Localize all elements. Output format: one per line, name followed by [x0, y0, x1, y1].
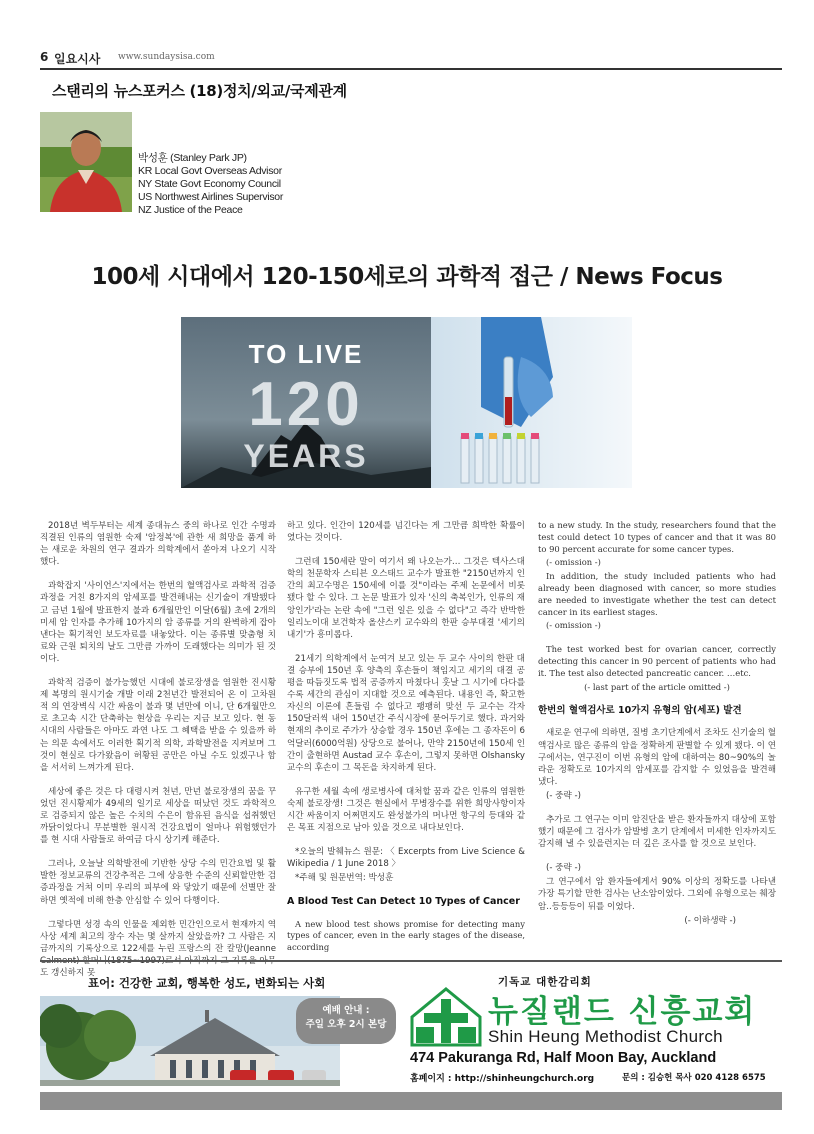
author-name: 박성훈 (Stanley Park JP) — [138, 152, 247, 164]
paragraph: 세상에 좋은 것은 다 대령시켜 천년, 만년 불로장생의 꿈을 꾸었던 진시황제가 49세의 일기로 세상을 떠났던 것도 과학적으로 검증되지 않은 높은 수치의 수은이 함유된 음식을 섭취했던 까닭이었다니 무분별한 원시적 건강요법이 얼마나 위험했던가를 현 시대 사람들로 하여금 다시 상기케 해준다. — [40, 786, 276, 846]
paragraph: 하고 있다. 인간이 120세를 넘긴다는 게 그만큼 희박한 확률이였다는 것이다. — [287, 521, 525, 544]
publication-name: 일요시사 — [54, 52, 101, 66]
english-paragraph: In addition, the study included patients who had already been diagnosed with cancer, so more studies are needed to investigate whether the test can detect cancer in its earliest stages. — [538, 571, 776, 617]
hero-image — [181, 317, 632, 488]
church-photo — [40, 996, 340, 1086]
header-divider — [40, 68, 782, 70]
church-website[interactable]: 홈페이지 : http://shinheungchurch.org — [410, 1074, 595, 1084]
article-headline: 100세 시대에서 120-150세로의 과학적 접근 / News Focus — [91, 264, 723, 290]
publication-url: www.sundaysisa.com — [118, 52, 215, 62]
article-column-3 — [538, 520, 776, 939]
author-credentials — [138, 152, 283, 217]
english-paragraph: A new blood test shows promise for detecting many types of cancer, even in the early stages of the disease, according — [287, 918, 525, 953]
author-title: US Northwest Airlines Supervisor — [138, 191, 284, 203]
page-number: 6 — [40, 50, 49, 64]
church-denomination: 기독교 대한감리회 — [498, 976, 592, 988]
translator-note: *주해 및 원문번역: 박성훈 — [295, 873, 394, 884]
paragraph: 새로운 연구에 의하면, 질병 초기단계에서 조차도 신기술의 혈액검사로 많은 종류의 암을 정확하게 판별할 수 있게 됐다. 이 연구에서는, 연구진이 이번 유형의 암에 대하여는 80~90%의 놀라운 정확도로 10가지의 암세포를 감지할 수 있었음을 발견해 냈다. — [538, 728, 776, 787]
ad-tagline: 표어: 건강한 교회, 행복한 성도, 변화되는 사회 — [88, 976, 326, 990]
author-photo — [40, 112, 132, 212]
paragraph: 그렇다면 성경 속의 인물을 제외한 민간인으로서 현재까지 역사상 세계 최고의 장수 자는 몇 살까지 살았을까? 그 사람은 지금까지의 기록상으로 122세를 누린 프랑스의 잔 칼망(Jeanne 도 갱신하지 못 — [40, 919, 276, 978]
page-header — [40, 50, 782, 68]
omission-marker: (- omission -) — [546, 620, 601, 631]
paragraph: 그 연구에서 암 환자들에게서 90% 이상의 정확도를 나타낸 가장 특기할 만한 검사는 난소암이었다. 그외에 유형으로는 췌장암..등등등이 뒤를 이었다. — [538, 877, 776, 912]
english-paragraph: to a new study. In the study, researchers found that the test could detect 10 types of cancer and that it was 80 to 90 percent accurate for some cancer types. — [538, 520, 776, 554]
paragraph: 21세기 의학계에서 눈여겨 보고 있는 두 교수 사이의 한판 대결 승부에 150년 후 양측의 후손들이 책임지고 세기의 대결 공평을 따듬짓도록 법적 공증까지 마쳤다니 훗날 그 시기에 다다를수록 세간의 관심이 지대할 것으로 예측된다. 내용인 즉, 확고한 자신의 이론에 흔들림 수 없다고 팽팽히 맞선 두 교수는 각자 150달러씩 내어 150년간 주식시장에 묻어두기로 했다. 과거와 현재의 추이로 주가가 상승할 경우 150년 후에는 그 종자돈이 6억달러(6000억원) 상당으로 불어나, 만약 2150년에 150세 인간이 출현하면 Austad 교수 후손이, 그렇지 못하면 Olshansky 교수의 후손이 그 목돈을 차지하게 된다. — [287, 653, 525, 773]
author-title: NZ Justice of the Peace — [138, 204, 243, 216]
church-contact: 문의 : 김승헌 목사 020 4128 6575 — [622, 1073, 766, 1083]
korean-subheading: 한번의 혈액검사로 10가지 유형의 암(세포) 발견 — [538, 705, 742, 717]
paragraph: 추가로 그 연구는 이미 암진단을 받은 환자들까지 대상에 포함했기 때문에 그 검사가 암발병 초기 단계에서 미세한 인자까지도 감지해 낼 수 있을런지는 더 깊은 조사를 할 것으로 보인다. — [538, 815, 776, 850]
article-column-2 — [287, 520, 525, 966]
omission-marker: (- 중략 -) — [546, 863, 581, 874]
omission-marker: (- 중략 -) — [546, 790, 581, 801]
paragraph: 과학잡지 '사이언스'지에서는 한번의 혈액검사로 과학적 검증 과정을 거친 8가지의 암세포를 발견해내는 신기술이 개발됐다고 금년 1월에 발표한지 불과 6개월만인 이달(6월) 초에 2개의 미세 암 인자를 추가해 10가지의 암 종류를 거의 완벽하게 잡아낸다는 획기적인 보도자료를 내놓았다. 이는 종류별 맞춤형 치료와 근원 퇴치의 날도 그만큼 가까이 도래했다는 의미가 된 것이다. — [40, 581, 276, 664]
hero-text-120: 120 — [248, 370, 364, 439]
english-paragraph: The test worked best for ovarian cancer, correctly detecting this cancer in 90 percent of patients who had it. The test also detected pancreatic cancer. …etc. — [538, 644, 776, 678]
author-title: KR Local Govt Overseas Advisor — [138, 165, 282, 177]
article-column-1 — [40, 520, 276, 991]
footer-bar — [40, 1092, 782, 1110]
paragraph: 그런데 150세란 말이 여기서 왜 나오는가… 그것은 텍사스대학의 천문학자 스티븐 오스태드 교수가 발표한 "2150년까지 인간의 최고수명은 150세에 이를 것"이라는 주제 논문에서 비롯됐다 할 수 있다. 그 논문 발표가 있자 '신의 축복인가, 인류의 재앙인가'라는 논란 속에 "그런 일은 있을 수 없다"고 즉각 반박한 일리노이대 보건학자 올샨스키 교수와의 한판 승부대결 '세기의 내기'가 흥미롭다. — [287, 557, 525, 640]
church-name-english: Shin Heung Methodist Church — [488, 1027, 723, 1046]
end-marker: (- 이하생략 -) — [684, 915, 736, 926]
hero-text-to-live: TO LIVE — [248, 339, 364, 369]
church-address: 474 Pakuranga Rd, Half Moon Bay, Auckland — [410, 1050, 717, 1066]
hero-text-years: YEARS — [243, 438, 369, 474]
notice-label: 예배 안내 : — [322, 1005, 370, 1016]
paragraph: 그러나, 오늘날 의학발전에 기반한 상당 수의 민간요법 및 활발한 정보교류의 건강추적은 그에 상응한 수준의 신뢰할만한 검증과정을 거쳐 이미 우리의 피부에 와 닿았기 때문에 선별만 잘 하면 옛적에 비해 한층 안심할 수 있어 다행이다. — [40, 859, 276, 906]
ad-divider — [40, 960, 782, 962]
paragraph: 과학적 검증이 불가능했던 시대에 불로장생을 염원한 진시황제 복명의 원시기술 개발 이래 2천년간 발전되어 온 이 고차원적 의 연장벽식 시간 싸움이 불과 몇 년만에 이니, 단 6개월만으로 초고속 시간 단축하는 현상을 우리는 지금 보고 있다. 현 동시대의 사람들은 아마도 과연 나도 그 혜택을 받을 수 있을까 하는 의문 속에서도 이러한 획기적 의학, 과학발전을 지켜보며 그것이 현실로 다가왔음이 허황된 공만은 아닐 수도 있겠구나 함을 서서히 느껴가게 된다. — [40, 678, 276, 773]
notice-time: 주일 오후 2시 본당 — [305, 1019, 387, 1030]
paragraph: 2018년 벽두부터는 세계 종대뉴스 중의 하나로 인간 수명과 직결된 인류의 염원한 숙제 '암정복'에 관한 새 희망을 품게 하는 새로운 차원의 연구 결과가 의학계에서 쏟아져 나오기 시작했다. — [40, 521, 276, 568]
church-logo-icon — [410, 985, 482, 1047]
paragraph: 유구한 세월 속에 생로병사에 대처할 꿈과 같은 인류의 염원한 숙제 불로장생! 그것은 현실에서 무병장수를 위한 희망사항이자 시간 싸움이지 어쩌면지도 완성불가의 머나먼 항구의 등대와 같은 목표 지점으로 남아 있을 것으로 내다보인다. — [287, 786, 525, 834]
english-subheading: A Blood Test Can Detect 10 Types of Cancer — [287, 896, 520, 908]
end-marker: (- last part of the article omitted -) — [584, 681, 730, 692]
service-notice-badge — [296, 998, 396, 1044]
section-title: 스탠리의 뉴스포커스 (18)정치/외교/국제관계 — [52, 82, 347, 100]
author-title: NY State Govt Economy Council — [138, 178, 281, 190]
church-name-korean: 뉴질랜드 신흥교회 — [488, 994, 757, 1030]
omission-marker: (- omission -) — [546, 557, 601, 568]
source-note: *오늘의 발췌뉴스 원문: 〈 Excerpts from Live Science & Wikipedia / 1 June 2018 〉 — [287, 847, 525, 870]
